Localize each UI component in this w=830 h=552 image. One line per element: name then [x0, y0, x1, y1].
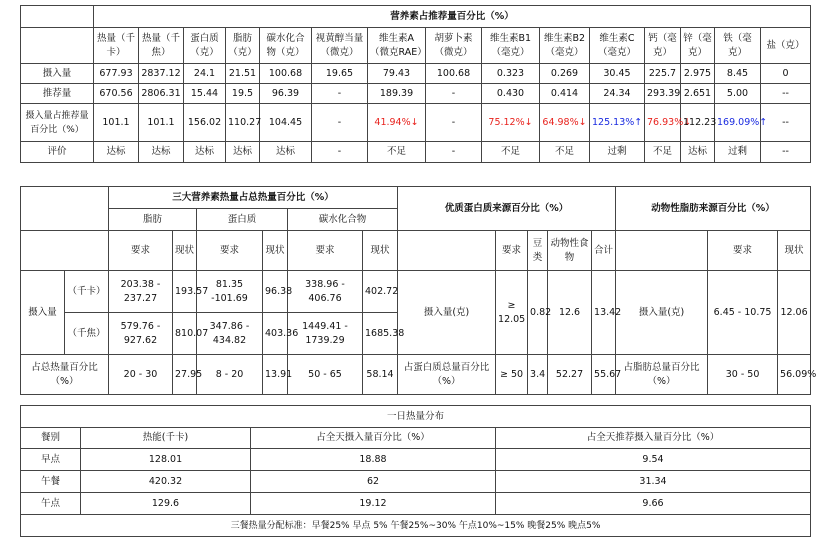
nutrient-cell: 2.651 — [681, 84, 715, 104]
nutrient-cell: 2837.12 — [139, 64, 184, 84]
meal-name: 早点 — [21, 449, 81, 471]
nutrient-cell: 达标 — [184, 142, 226, 163]
nutrient-header: 维生素C（毫克） — [590, 28, 645, 64]
nutrient-cell: 21.51 — [226, 64, 260, 84]
nutrient-cell: 189.39 — [368, 84, 426, 104]
fat-cell: 56.09% — [778, 355, 811, 395]
nutrient-header: 脂肪（克） — [226, 28, 260, 64]
nutrient-cell: 100.68 — [426, 64, 482, 84]
fat-intake-label: 摄入量(克) — [616, 271, 708, 355]
macro-kj-unit: （千焦） — [65, 313, 109, 355]
macro-group-fat: 脂肪 — [109, 209, 197, 231]
nutrient-cell: 0.430 — [482, 84, 540, 104]
fat-cell: 6.45 - 10.75 — [708, 271, 778, 355]
nutrient-cell: 24.34 — [590, 84, 645, 104]
macro-cell: 58.14 — [363, 355, 398, 395]
macro-cur-header: 现状 — [363, 231, 398, 271]
meal-intake-pct: 18.88 — [251, 449, 496, 471]
protein-pct-label: 占蛋白质总量百分比（%） — [398, 355, 496, 395]
nutrient-cell: 5.00 — [715, 84, 761, 104]
macro-cur-header: 现状 — [263, 231, 288, 271]
macro-cell: 579.76 - 927.62 — [109, 313, 173, 355]
meals-title: 一日热量分布 — [21, 406, 811, 428]
nutrient-cell: 225.7 — [645, 64, 681, 84]
nutrient-cell: 2.975 — [681, 64, 715, 84]
macro-req-header: 要求 — [197, 231, 263, 271]
protein-cell: 12.6 — [548, 271, 592, 355]
nutrient-header: 胡萝卜素（微克） — [426, 28, 482, 64]
nutrient-header: 维生素B2（毫克） — [540, 28, 590, 64]
protein-intake-label: 摄入量(克) — [398, 271, 496, 355]
nutrient-cell: 达标 — [260, 142, 312, 163]
nutrient-cell: 过剩 — [715, 142, 761, 163]
fat-header: 要求 — [708, 231, 778, 271]
nutrient-cell: 156.02 — [184, 104, 226, 142]
nutrient-cell: 达标 — [681, 142, 715, 163]
macro-cell: 810.07 — [173, 313, 197, 355]
meals-header: 占全天摄入量百分比（%） — [251, 428, 496, 449]
nutrient-header: 维生素B1（毫克） — [482, 28, 540, 64]
nutrient-cell: - — [426, 142, 482, 163]
nutrient-cell: 过剩 — [590, 142, 645, 163]
macro-cell: 193.57 — [173, 271, 197, 313]
fat-header-blank — [616, 231, 708, 271]
nutrient-cell: 0.269 — [540, 64, 590, 84]
macro-cell: 1685.38 — [363, 313, 398, 355]
nutrient-cell: - — [312, 104, 368, 142]
nutrient-cell-under: 76.93%↓ — [645, 104, 681, 142]
nutrient-cell: - — [426, 84, 482, 104]
meal-name: 午点 — [21, 493, 81, 515]
nutrient-header: 蛋白质（克） — [184, 28, 226, 64]
meal-rec-pct: 9.66 — [496, 493, 811, 515]
nutrient-header: 钙（毫克） — [645, 28, 681, 64]
protein-cell: ≥ 12.05 — [496, 271, 528, 355]
macro-req-header: 要求 — [109, 231, 173, 271]
nutrient-cell: 104.45 — [260, 104, 312, 142]
nutrient-cell: 110.27 — [226, 104, 260, 142]
meals-header: 热能(千卡) — [81, 428, 251, 449]
nutrient-cell: 19.65 — [312, 64, 368, 84]
nutrient-header: 铁（毫克） — [715, 28, 761, 64]
meals-header: 餐别 — [21, 428, 81, 449]
table-row — [21, 449, 811, 471]
macro-cell: 347.86 - 434.82 — [197, 313, 263, 355]
nutrient-cell: - — [312, 84, 368, 104]
macro-kcal-unit: （千卡） — [65, 271, 109, 313]
nutrient-cell: 293.39 — [645, 84, 681, 104]
table-row — [21, 271, 811, 313]
nutrient-header: 热量（千卡） — [94, 28, 139, 64]
nutrient-table — [20, 5, 811, 163]
meals-table-block — [20, 405, 810, 537]
nutrient-cell: 677.93 — [94, 64, 139, 84]
table-row — [21, 104, 811, 142]
macro-cell: 338.96 - 406.76 — [288, 271, 363, 313]
nutrient-title: 营养素占推荐量百分比（%） — [94, 6, 811, 28]
fat-cell: 30 - 50 — [708, 355, 778, 395]
macro-title: 三大营养素热量占总热量百分比（%） — [109, 187, 398, 209]
protein-header-blank — [398, 231, 496, 271]
nutrient-cell: - — [312, 142, 368, 163]
macro-cell: 8 - 20 — [197, 355, 263, 395]
macro-intake-label: 摄入量 — [21, 271, 65, 355]
nutrient-cell-over: 169.09%↑ — [715, 104, 761, 142]
nutrient-cell: 0.323 — [482, 64, 540, 84]
nutrient-cell-under: 41.94%↓ — [368, 104, 426, 142]
nutrient-cell: 19.5 — [226, 84, 260, 104]
macro-cell: 20 - 30 — [109, 355, 173, 395]
protein-cell: 55.67 — [592, 355, 616, 395]
nutrient-header: 盐（克） — [761, 28, 811, 64]
macro-cell: 203.38 - 237.27 — [109, 271, 173, 313]
fat-header: 现状 — [778, 231, 811, 271]
nutrient-header: 碳水化合物（克） — [260, 28, 312, 64]
meal-rec-pct: 9.54 — [496, 449, 811, 471]
nutrient-cell-under: 75.12%↓ — [482, 104, 540, 142]
macro-corner — [21, 187, 109, 231]
protein-cell: 3.4 — [528, 355, 548, 395]
nutrient-cell: -- — [761, 142, 811, 163]
macro-cell: 27.95 — [173, 355, 197, 395]
protein-cell: 0.82 — [528, 271, 548, 355]
nutrient-cell: - — [426, 104, 482, 142]
macro-table — [20, 186, 817, 395]
nutrient-header: 维生素A（微克RAE） — [368, 28, 426, 64]
table-row — [21, 84, 811, 104]
nutrient-cell: 101.1 — [139, 104, 184, 142]
meal-intake-pct: 19.12 — [251, 493, 496, 515]
protein-cell: 52.27 — [548, 355, 592, 395]
nutrient-cell: 8.45 — [715, 64, 761, 84]
macro-cell: 96.38 — [263, 271, 288, 313]
meal-kcal: 420.32 — [81, 471, 251, 493]
table-row — [21, 471, 811, 493]
meals-table — [20, 405, 811, 537]
nutrient-cell: 112.23 — [681, 104, 715, 142]
nutrient-cell: 670.56 — [94, 84, 139, 104]
row-label: 摄入量占推荐量百分比（%） — [21, 104, 94, 142]
nutrient-header: 热量（千焦） — [139, 28, 184, 64]
fat-cell: 12.06 — [778, 271, 811, 355]
meal-rec-pct: 31.34 — [496, 471, 811, 493]
macro-req-header: 要求 — [288, 231, 363, 271]
macro-cell: 402.72 — [363, 271, 398, 313]
macro-cell: 81.35 -101.69 — [197, 271, 263, 313]
nutrient-cell: 不足 — [482, 142, 540, 163]
nutrient-header-blank — [21, 28, 94, 64]
nutrient-cell: 15.44 — [184, 84, 226, 104]
table-row — [21, 64, 811, 84]
macro-cell: 1449.41 - 1739.29 — [288, 313, 363, 355]
nutrient-cell: 达标 — [226, 142, 260, 163]
meal-name: 午餐 — [21, 471, 81, 493]
macro-cell: 50 - 65 — [288, 355, 363, 395]
row-label: 评价 — [21, 142, 94, 163]
nutrient-cell: 不足 — [645, 142, 681, 163]
meal-kcal: 128.01 — [81, 449, 251, 471]
macro-cur-header: 现状 — [173, 231, 197, 271]
nutrient-cell: -- — [761, 84, 811, 104]
nutrient-cell: 24.1 — [184, 64, 226, 84]
row-label: 摄入量 — [21, 64, 94, 84]
nutrient-cell: 101.1 — [94, 104, 139, 142]
table-row — [21, 142, 811, 163]
fat-title: 动物性脂肪来源百分比（%） — [616, 187, 811, 231]
nutrient-cell-over: 125.13%↑ — [590, 104, 645, 142]
nutrient-cell: 79.43 — [368, 64, 426, 84]
meals-header: 占全天推荐摄入量百分比（%） — [496, 428, 811, 449]
nutrient-cell: 达标 — [139, 142, 184, 163]
macro-subheader-blank — [21, 231, 109, 271]
nutrient-header: 锌（毫克） — [681, 28, 715, 64]
nutrient-cell: 30.45 — [590, 64, 645, 84]
nutrient-cell: 达标 — [94, 142, 139, 163]
protein-cell: ≥ 50 — [496, 355, 528, 395]
nutrient-cell: 不足 — [368, 142, 426, 163]
nutrient-cell: -- — [761, 104, 811, 142]
protein-cell: 13.42 — [592, 271, 616, 355]
nutrient-table-block — [20, 5, 810, 163]
protein-header: 要求 — [496, 231, 528, 271]
nutrient-cell: 不足 — [540, 142, 590, 163]
nutrient-cell: 100.68 — [260, 64, 312, 84]
macro-cell: 13.91 — [263, 355, 288, 395]
macro-group-protein: 蛋白质 — [197, 209, 288, 231]
meal-intake-pct: 62 — [251, 471, 496, 493]
macro-pct-label: 占总热量百分比（%） — [21, 355, 109, 395]
table-row — [21, 493, 811, 515]
protein-title: 优质蛋白质来源百分比（%） — [398, 187, 616, 231]
fat-pct-label: 占脂肪总量百分比（%） — [616, 355, 708, 395]
macro-cell: 403.36 — [263, 313, 288, 355]
protein-header: 合计 — [592, 231, 616, 271]
table-row — [21, 355, 811, 395]
nutrient-header: 视黄醇当量（微克） — [312, 28, 368, 64]
nutrient-cell: 2806.31 — [139, 84, 184, 104]
protein-header: 豆类 — [528, 231, 548, 271]
nutrient-cell: 96.39 — [260, 84, 312, 104]
protein-header: 动物性食物 — [548, 231, 592, 271]
macro-table-block — [20, 186, 817, 395]
nutrient-cell-under: 64.98%↓ — [540, 104, 590, 142]
row-label: 推荐量 — [21, 84, 94, 104]
macro-group-carb: 碳水化合物 — [288, 209, 398, 231]
meal-kcal: 129.6 — [81, 493, 251, 515]
nutrient-cell: 0.414 — [540, 84, 590, 104]
meals-note: 三餐热量分配标准：早餐25% 早点 5% 午餐25%~30% 午点10%~15% 晚餐25% 晚点5% — [21, 515, 811, 537]
nutrient-corner — [21, 6, 94, 28]
nutrient-cell: 0 — [761, 64, 811, 84]
